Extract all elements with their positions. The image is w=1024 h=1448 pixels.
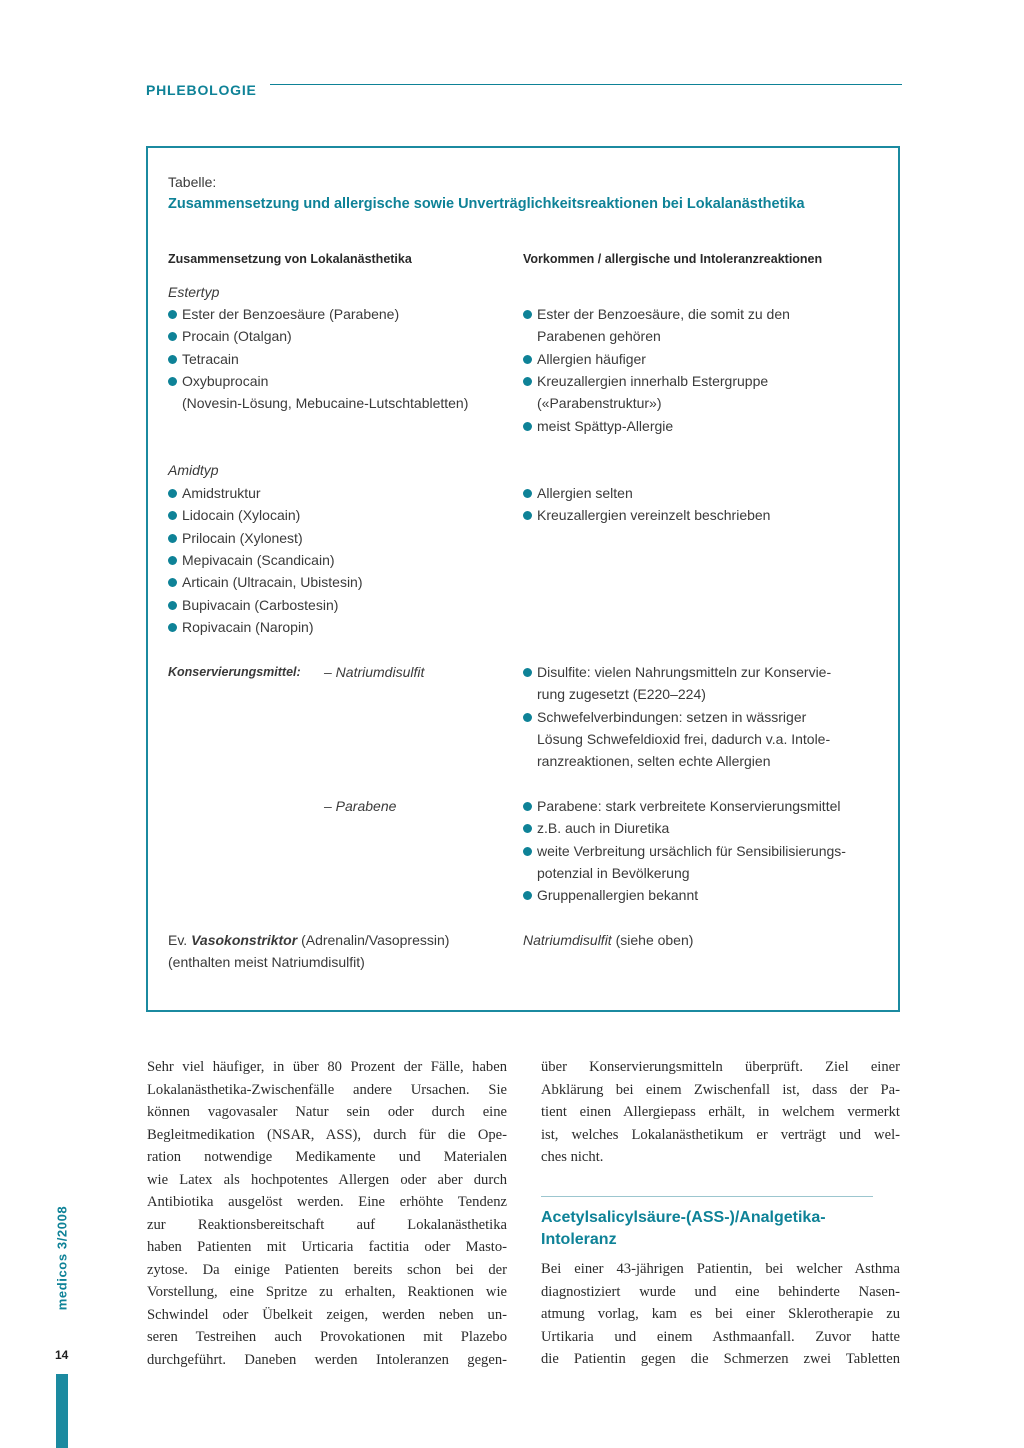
vasoconstrictor-line — [168, 929, 449, 951]
text-line: tient einen Allergiepass erhält, in welchem vermerkt — [541, 1104, 900, 1120]
table-box — [146, 146, 900, 1012]
subheading-rule — [541, 1196, 873, 1197]
text-line: haben Patienten mit Urticaria factitia oder Masto- — [147, 1239, 507, 1255]
ester-reaction: Allergien häufiger — [523, 348, 646, 370]
body-column-right-lower — [541, 1258, 900, 1371]
journal-issue-text: medicos 3/2008 — [54, 1205, 70, 1311]
text-line: Abklärung bei einem Zwischenfall ist, dass der Pa- — [541, 1081, 900, 1098]
text-line: Bei einer 43-jährigen Patientin, bei welcher Asthma — [541, 1261, 900, 1277]
text-line: durchgeführt. Daneben werden Intoleranzen gegen- — [147, 1351, 507, 1368]
preservative-parabene: – Parabene — [324, 798, 397, 814]
text-line: ches nicht. — [541, 1149, 604, 1165]
amid-item: Amidstruktur — [168, 482, 261, 504]
parabene-reaction: Parabene: stark verbreitete Konservierungsmittel — [523, 795, 840, 817]
text-line: Urtikaria und einem Asthmaanfall. Zuvor hatte — [541, 1328, 900, 1345]
text-line: zur Reaktionsbereitschaft auf Lokalanästhetika — [147, 1216, 507, 1233]
ester-item: Oxybuprocain — [168, 370, 268, 392]
vaso-term: Vasokonstriktor — [191, 932, 298, 948]
text-line: über Konservierungsmitteln überprüft. Ziel einer — [541, 1059, 900, 1075]
body-column-right — [541, 1056, 900, 1169]
text-line: ration notwendige Medikamente und Materialen — [147, 1149, 507, 1165]
ester-heading: Estertyp — [168, 284, 220, 300]
text-line: Schwindel oder Übelkeit zeigen, werden neben un- — [147, 1306, 507, 1323]
sulfite-reaction: Disulfite: vielen Nahrungsmitteln zur Konservie- — [523, 661, 831, 683]
journal-issue — [52, 1196, 72, 1320]
ester-reaction-continuation: Parabenen gehören — [537, 328, 661, 344]
sulfite-reaction: Schwefelverbindungen: setzen in wässriger — [523, 706, 806, 728]
preservative-label: Konservierungsmittel: — [168, 665, 301, 679]
section-label: PHLEBOLOGIE — [146, 82, 257, 98]
amid-item: Prilocain (Xylonest) — [168, 527, 303, 549]
ester-reaction: meist Spättyp-Allergie — [523, 415, 673, 437]
subheading-line: Acetylsalicylsäure-(ASS-)/Analgetika- — [541, 1209, 826, 1226]
amid-reaction: Allergien selten — [523, 482, 633, 504]
ester-item-continuation: (Novesin-Lösung, Mebucaine-Lutschtabletten) — [182, 395, 469, 411]
ester-item: Ester der Benzoesäure (Parabene) — [168, 303, 399, 325]
text-line: seren Testreihen auch Provokationen mit Plazebo — [147, 1329, 507, 1345]
side-accent-bar — [56, 1374, 68, 1448]
amid-item: Mepivacain (Scandicain) — [168, 549, 335, 571]
amid-item: Ropivacain (Naropin) — [168, 616, 314, 638]
table-title: Zusammensetzung und allergische sowie Unverträglichkeitsreaktionen bei Lokalanästhetika — [168, 196, 805, 212]
text-line: diagnostiziert wurde und eine behinderte Nasen- — [541, 1283, 900, 1300]
parabene-reaction-continuation: potenzial in Bevölkerung — [537, 865, 690, 881]
text-line: ist, welches Lokalanästhetikum er verträgt und wel- — [541, 1126, 900, 1143]
column-header-left: Zusammensetzung von Lokalanästhetika — [168, 252, 412, 266]
parabene-reaction: z.B. auch in Diuretika — [523, 817, 669, 839]
text-line: wie Latex als hochpotentes Allergen oder aber durch — [147, 1171, 507, 1188]
vaso-right-term: Natriumdisulfit — [523, 932, 612, 948]
ester-item: Procain (Otalgan) — [168, 325, 292, 347]
text-line: Sehr viel häufiger, in über 80 Prozent der Fälle, haben — [147, 1059, 507, 1075]
ester-reaction: Ester der Benzoesäure, die somit zu den — [523, 303, 790, 325]
parabene-reaction: Gruppenallergien bekannt — [523, 884, 698, 906]
amid-heading: Amidtyp — [168, 462, 219, 478]
text-line: Lokalanästhetika-Zwischenfälle andere Ursachen. Sie — [147, 1081, 507, 1098]
ester-reaction: Kreuzallergien innerhalb Estergruppe — [523, 370, 768, 392]
amid-item: Bupivacain (Carbostesin) — [168, 594, 338, 616]
table-caption: Tabelle: — [168, 174, 217, 190]
text-line: Vorstellung, eine Spritze zu erhalten, Reaktionen wie — [147, 1284, 507, 1300]
vaso-ev: Ev. — [168, 932, 188, 948]
parabene-reaction: weite Verbreitung ursächlich für Sensibilisierungs- — [523, 840, 846, 862]
ester-reaction-continuation: («Parabenstruktur») — [537, 395, 662, 411]
text-line: Begleitmedikation (NSAR, ASS), durch für die Ope- — [147, 1126, 507, 1143]
sulfite-reaction-continuation: Lösung Schwefeldioxid frei, dadurch v.a. Intole- — [537, 731, 831, 747]
vaso-rest: (Adrenalin/Vasopressin) — [301, 932, 450, 948]
amid-reaction: Kreuzallergien vereinzelt beschrieben — [523, 504, 770, 526]
text-line: atmung vorlag, kam es bei einer Sklerotherapie zu — [541, 1306, 900, 1322]
text-line: Antibiotika ausgelöst werden. Eine erhöhte Tendenz — [147, 1194, 507, 1210]
column-header-right: Vorkommen / allergische und Intoleranzreaktionen — [523, 252, 823, 266]
amid-item: Articain (Ultracain, Ubistesin) — [168, 571, 363, 593]
text-line: zytose. Da einige Patienten bereits schon bei der — [147, 1261, 507, 1278]
amid-item: Lidocain (Xylocain) — [168, 504, 300, 526]
text-line: können vagovasaler Natur sein oder durch eine — [147, 1104, 507, 1120]
vaso-right-rest: (siehe oben) — [615, 932, 694, 948]
sulfite-reaction-continuation: rung zugesetzt (E220–224) — [537, 686, 706, 702]
vasoconstrictor-note: (enthalten meist Natriumdisulfit) — [168, 954, 365, 970]
header-rule — [270, 84, 902, 85]
text-line: die Patientin gegen die Schmerzen zwei Tabletten — [541, 1351, 900, 1367]
ester-item: Tetracain — [168, 348, 239, 370]
body-column-left — [147, 1056, 507, 1371]
subheading — [541, 1207, 826, 1251]
sulfite-reaction-continuation: ranzreaktionen, selten echte Allergien — [537, 753, 771, 769]
page-number: 14 — [55, 1348, 69, 1362]
preservative-sulfite: – Natriumdisulfit — [324, 664, 425, 680]
subheading-line: Intoleranz — [541, 1231, 617, 1248]
vasoconstrictor-reaction — [523, 929, 693, 951]
